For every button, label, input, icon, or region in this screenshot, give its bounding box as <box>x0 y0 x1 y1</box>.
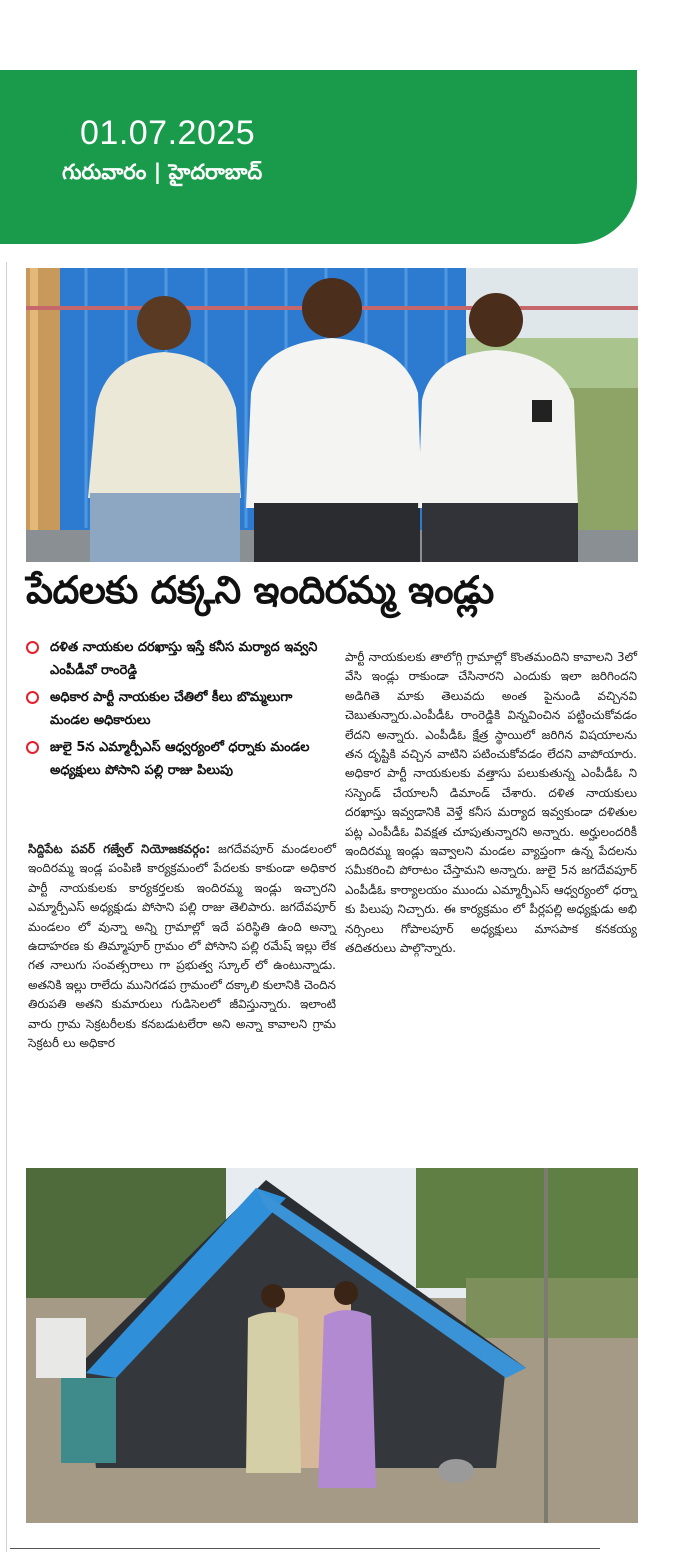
highlight-text: అధికార పార్టీ నాయకుల చేతిలో కీలు బొమ్మలుగా మండల అధికారులు <box>50 690 293 728</box>
highlight-item <box>26 686 336 732</box>
highlight-text: దళిత నాయకుల దరఖాస్తు ఇస్తే కనీస మర్యాద ఇవ్వని ఎంపీడీవో రాంరెడ్డి <box>50 640 318 678</box>
highlight-text: జులై 5న ఎమ్మార్పీఎస్ ఆధ్వర్యంలో ధర్నాకు మండల అధ్యక్షులు పోసాని పల్లి రాజు పిలుపు <box>50 740 310 778</box>
bullet-circle-icon <box>26 641 39 654</box>
edition-day-city: గురువారం | హైదరాబాద్ <box>62 160 263 184</box>
bottom-rule <box>10 1548 600 1549</box>
article-headline: పేదలకు దక్కని ఇందిరమ్మ ఇండ్లు <box>26 568 494 612</box>
highlight-item <box>26 636 336 682</box>
article-body-right: పార్టీ నాయకులకు తాలోగ్గి గ్రామాల్లో కొంతమందిని కావాలని 3లో వేసి ఇండ్లు రాకుండా చేసినారని ఎందుకు ఇలా జరిగిందని అడిగితె మాకు తెలువదు అంత పైనుండి వచ్చినవి చెబుతున్నారు.ఎంపీడీఓ రాంరెడ్డికి విన్నవించిన పట్టించుకోవడం లేదని అన్నారు. ఎంపీడీఓ క్షేత్ర స్థాయిలో జరిగిన విషయాలను తన దృష్టికి వచ్చిన వాటిని పటించుకోవడం లేదని వాపోయారు. అధికార పార్టీ నాయకులకు వత్తాసు పలుకుతున్న ఎంపీడీఓ ని సస్పెండ్ చేయాలనీ డిమాండ్ చేశారు. దళిత నాయకులు దరఖాస్తు ఇవ్వడానికి వెళ్తే కనీస మర్యాద ఇవ్వకుండా దళితుల పట్ల ఎంపీడీఓ వివక్షత చూపుతున్నారని అన్నారు. అర్హులందరికీ ఇందిరమ్మ ఇండ్లు ఇవ్వాలని మండల వ్యాప్తంగా ఉన్న పేదలను సమీకరించి పోరాటం చేస్తామని అన్నారు. జులై 5న జగదేవపూర్ ఎంపీడీఓ కార్యాలయం ముందు ఎమ్మార్పీఎస్ ఆధ్వర్యంలో ధర్నా కు పిలుపు నిచ్చారు. ఈ కార్యక్రమం లో పీర్లపల్లి అధ్యక్షుడు అభి నర్సింలు గోపాలపూర్ అధ్యక్షులు మాసపాక కనకయ్య తదితరులు పాల్గొన్నారు. <box>345 650 637 956</box>
bullet-circle-icon <box>26 741 39 754</box>
article-body-left <box>28 840 336 1053</box>
highlight-list <box>26 636 336 786</box>
photo-hut-women <box>26 1168 638 1523</box>
edition-date: 01.07.2025 <box>80 114 256 152</box>
date-banner <box>0 70 637 244</box>
highlight-item <box>26 736 336 782</box>
column-rule <box>6 262 7 1552</box>
photo-three-men <box>26 268 638 562</box>
dateline: సిద్దిపేట పవర్ గజ్వేల్ నియోజకవర్గం: <box>28 842 211 856</box>
body-text-left: జగదేవపూర్ మండలంలో ఇందిరమ్మ ఇండ్ల పంపిణి కార్యక్రమంలో పేదలకు కాకుండా అధికార పార్టీ నాయకులకు కార్యకర్తలకు ఇందిరమ్మ ఇండ్లు ఇచ్చారని ఎమ్మార్పీఎస్ అధ్యక్షుడు పోసాని పల్లి రాజు తెలిపారు. జగదేవపూర్ మండలం లో వున్నా అన్ని గ్రామాల్లో ఇదే పరిస్థితి ఉంది అన్నా ఉదాహరణ కు తిమ్మాపూర్ గ్రామం లో పోసాని పల్లి రమేష్ ఇల్లు లేక గత నాలుగు సంవత్సరాలు గా ప్రభుత్వ స్కూల్ లో ఉంటున్నాడు. అతనికి ఇల్లు రాలేదు మునిగడప గ్రామంలో దక్కాలి కులానికి చెందిన తిరుపతి అతని కుమారులు గుడిసెలలో జీవిస్తున్నారు. ఇలాంటి వారు గ్రామ సెక్రటరీలకు కనబడుటలేరా అని అన్నా కావాలని గ్రామ సెక్రటరీ లు అధికార <box>28 842 336 1051</box>
bullet-circle-icon <box>26 691 39 704</box>
